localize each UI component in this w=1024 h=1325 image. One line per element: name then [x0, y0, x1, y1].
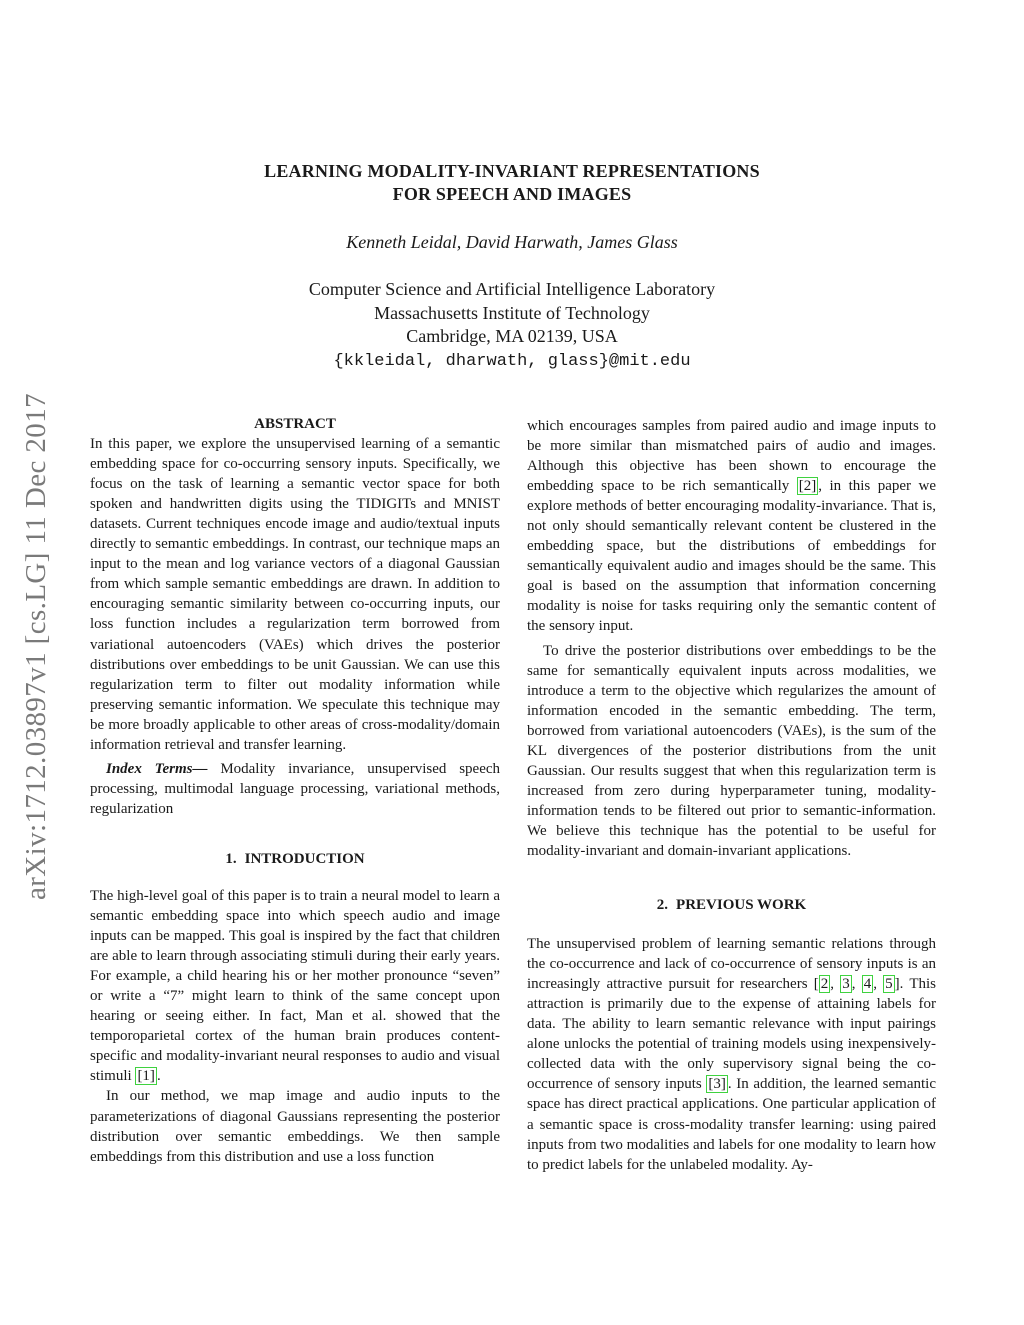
affiliation-lab: Computer Science and Artificial Intelligence Laboratory — [308, 279, 716, 299]
paper-title — [0, 160, 1024, 206]
previous-work-number: 2. — [656, 897, 669, 914]
affiliation-institute: Massachusetts Institute of Technology — [374, 302, 650, 323]
previous-work-title: PREVIOUS WORK — [676, 897, 807, 914]
author-emails[interactable]: {kkleidal, dharwath, glass}@mit.edu — [333, 351, 691, 371]
previous-work-heading — [527, 895, 936, 915]
intro-paragraph-3: which encourages samples from paired audio and image inputs to be more similar than mismatched pairs of audio and images. Although this objective has been shown to encourage the embedding space to be rich semantically [2] , in this paper we explore methods of better encouraging modality-invariance. That is, not only should semantically relevant content be clustered in the embedding space, but the distributions of embeddings for semantically equivalent audio and images should be the same. This goal is based on the assumption that information concerning modality is noise for tasks requiring only the semantic content of the sensory input. — [527, 418, 936, 635]
citation-link[interactable]: [1] — [137, 1068, 155, 1085]
intro-paragraph-1: The high-level goal of this paper is to train a neural model to learn a semantic embedding space into which speech audio and image inputs can be mapped. This goal is inspired by the fact that children are able to learn through associating stimuli during their early years. For example, a child hearing his or her mother pronounce “seven” or write a “7” might learn to think of the same concept upon hearing or seeing either. In fact, Man et al. showed that the temporoparietal cortex of the human brain produces content-specific and modality-invariant neural responses to audio and visual stimuli [1] . — [90, 887, 500, 1085]
intro-paragraph-2: In our method, we map image and audio inputs to the parameterizations of diagonal Gaussians representing the posterior distribution over semantic embeddings. We then sample embeddings from this distribution and use a loss function — [90, 1088, 500, 1165]
previous-work-paragraph: The unsupervised problem of learning semantic relations through the co-occurrence and lack of co-occurrence of sensory inputs is an increasingly attractive pursuit for researchers [ 2 , 3 , 4 , 5 ]. This attraction is primarily due to the expense of attaining labels for data. The ability to learn semantic relevance with input pairings alone unlocks the potential of training models using inexpensively-collected data with the only supervisory signal being the co-occurrence of sensory inputs [3] . In addition, the learned semantic space has direct practical applications. One particular application of a semantic space is cross-modality transfer learning: using paired inputs from two modalities and labels for one modality to learn how to predict labels for the unlabeled modality. Ay- — [527, 936, 937, 1173]
affiliation — [0, 278, 1024, 373]
intro-title: INTRODUCTION — [244, 850, 365, 867]
citation-link[interactable]: [3] — [708, 1076, 726, 1093]
intro-heading — [90, 849, 500, 869]
right-column — [527, 416, 936, 1175]
citation-link[interactable]: [2] — [798, 478, 817, 495]
citation-link[interactable]: 2 — [820, 976, 829, 993]
abstract-text: In this paper, we explore the unsupervised learning of a semantic embedding space for co-occurring sensory inputs. Specifically, we focus on the task of learning a semantic vector space for both spoken and handwritten digits using the TIDIGITs and MNIST datasets. Current techniques encode image and audio/textual inputs directly to semantic embeddings. In contrast, our technique maps an input to the mean and log variance vectors of a diagonal Gaussian from which sample semantic embeddings are drawn. In addition to encouraging semantic similarity between co-occurring inputs, our loss function includes a regularization term borrowed from variational autoencoders (VAEs) which drives the posterior distributions over embeddings to be unit Gaussian. We can use this regularization term to filter out modality information while preserving semantic information. We speculate this technique may be more broadly applicable to other areas of cross-modality/domain information retrieval and transfer learning. — [90, 436, 500, 753]
arxiv-stamp: arXiv:1712.03897v1 [cs.LG] 11 Dec 2017 — [19, 393, 52, 901]
citation-link[interactable]: 5 — [885, 976, 893, 993]
intro-paragraph-4: To drive the posterior distributions over embeddings to be the same for semantically equivalent inputs across modalities, we introduce a term to the objective which regularizes the amount of information encoded in the semantic embedding. The term, borrowed from variational autoencoders (VAEs), is the sum of the KL divergences of the posterior distributions from the unit Gaussian. Our results suggest that when this regularization term is increased from zero during hyperparameter tuning, modality-information tends to be filtered out prior to semantic-information. We believe this technique has the potential to be useful for modality-invariant and domain-invariant applications. — [527, 642, 936, 859]
index-terms-label: Index Terms— — [106, 760, 208, 777]
intro-number: 1. — [225, 850, 237, 867]
title-line-1: LEARNING MODALITY-INVARIANT REPRESENTATIONS — [264, 161, 760, 181]
affiliation-address: Cambridge, MA 02139, USA — [406, 326, 618, 346]
abstract-heading: ABSTRACT — [254, 416, 336, 432]
index-terms-text: Modality invariance, unsupervised speech processing, multimodal language processing, variational methods, regularization — [90, 760, 501, 817]
left-column — [90, 414, 500, 1167]
index-terms — [90, 759, 500, 819]
arxiv-stamp-container — [14, 352, 58, 942]
title-line-2: FOR SPEECH AND IMAGES — [392, 184, 632, 204]
authors: Kenneth Leidal, David Harwath, James Glass — [346, 232, 678, 252]
citation-link[interactable]: 3 — [842, 976, 850, 993]
citation-link[interactable]: 4 — [863, 976, 872, 993]
